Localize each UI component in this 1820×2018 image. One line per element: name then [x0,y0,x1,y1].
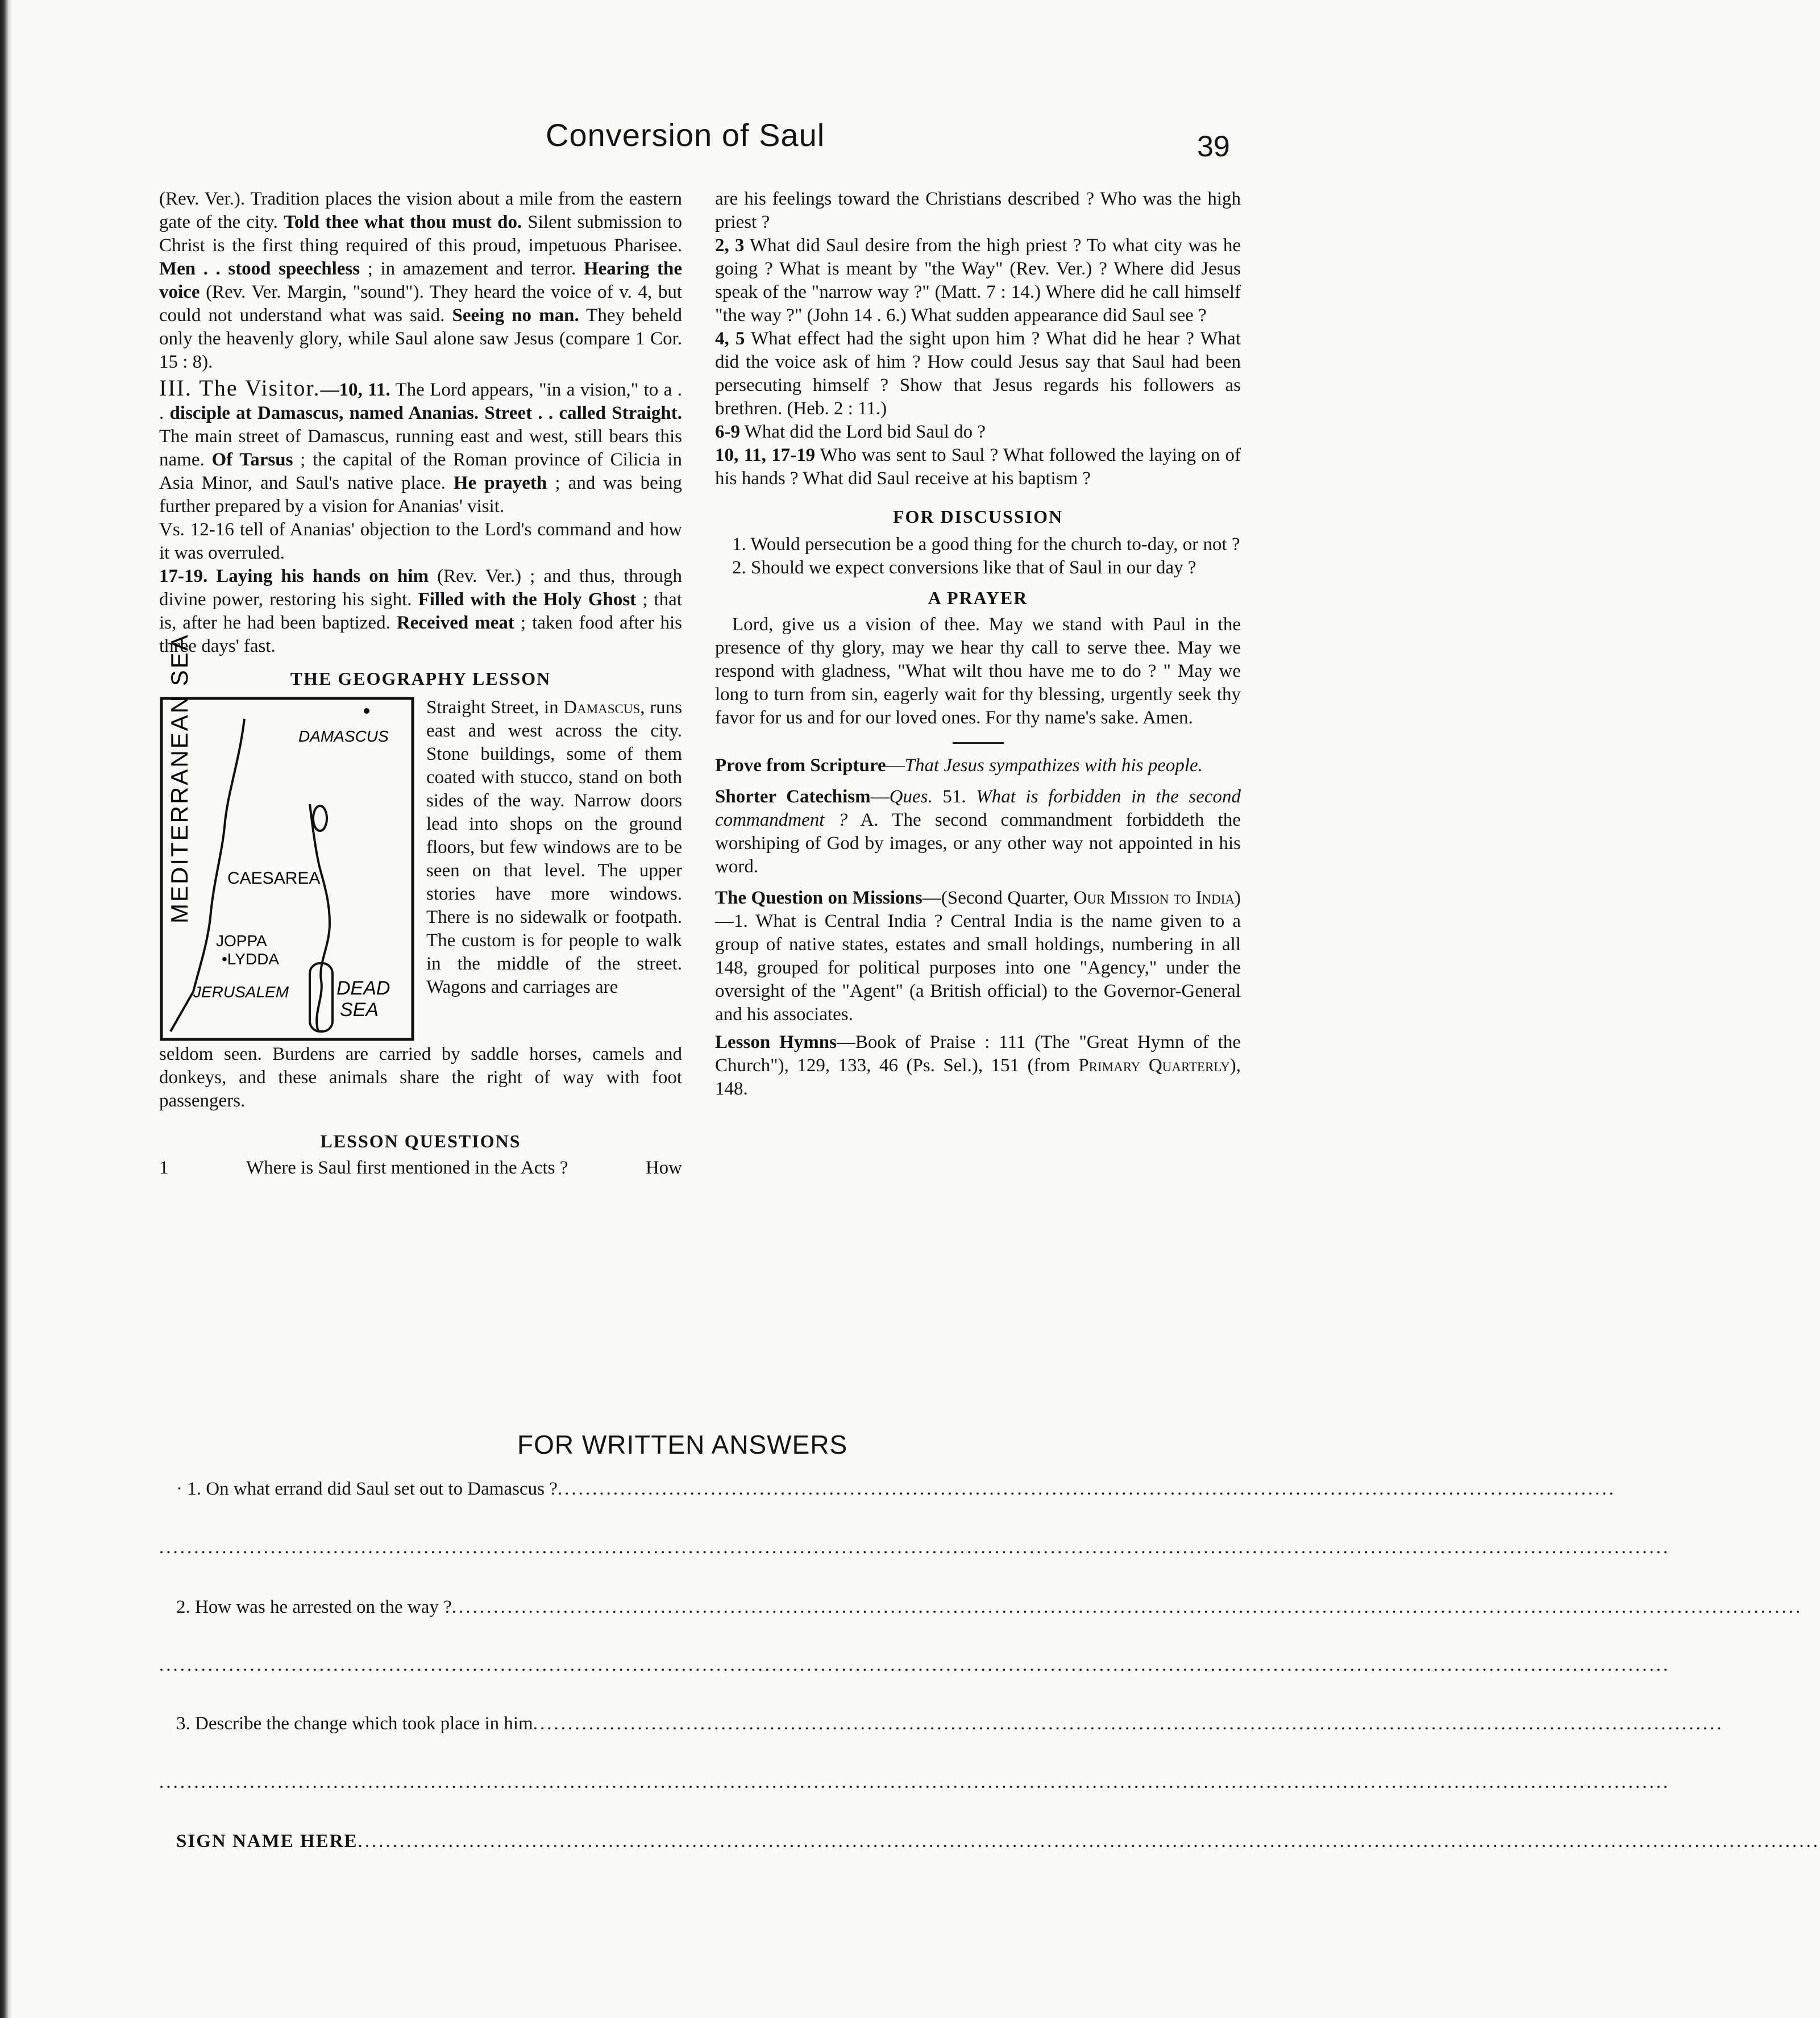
bold-phrase: 10, 11, 17-19 [715,445,816,465]
missions-question [715,887,1241,1026]
bold-phrase: 4, 5 [715,328,745,349]
bold-phrase: Prove from Scripture [715,755,886,776]
bold-phrase: Shorter Catechism [715,787,871,807]
bold-phrase: disciple at Damascus, named Ananias. [169,403,479,423]
answer-line[interactable]: ......................................................................................................................................................................................................................... [159,1537,1671,1558]
italic-phrase: What is forbidden in the second commandment ? [715,787,1241,830]
bold-phrase: Street . . called Straight. [484,403,682,423]
shorter-catechism [715,785,1241,879]
page-binding-edge [0,0,13,2018]
written-question-1 [176,1479,1616,1500]
map-label-jerusalem: JERUSALEM [193,983,289,1001]
map-drawing [159,633,415,1043]
text-run [479,403,484,423]
text-run: Our Mission to India [1073,888,1235,908]
written-question-text: · 1. On what errand did Saul set out to Damascus ? [176,1479,558,1499]
discussion-heading: FOR DISCUSSION [892,506,1063,527]
map-label-damascus: DAMASCUS [298,727,389,745]
lesson-question-continuation: How [645,1158,682,1178]
text-run: 1. Would persecution be a good thing for the church to-day, or not ? [732,534,1240,555]
bold-phrase: He prayeth [453,473,547,493]
map-label-caesarea: CAESAREA [227,869,321,888]
text-run: Vs. 12-16 tell of Ananias' objection to the Lord's command and how it was overruled. [159,519,682,563]
map-label-dead: DEAD [336,977,390,999]
section-divider [953,742,1004,744]
section-visitor-paragraph [159,376,682,518]
written-question-3 [176,1713,1724,1734]
text-run: ; taken food after his three days' fast. [159,613,682,656]
bold-phrase: Men . . stood speechless [159,259,360,279]
text-run: ; the capital of the Roman province of Cilicia in Asia Minor, and Saul's native place. [159,450,682,493]
text-run: (Rev. Ver. Margin, "sound"). They heard the voice of v. 4, but could not understand what was said. [159,282,682,326]
signature-field[interactable]: .................................................................................................................................................................................................................. [358,1831,1820,1851]
text-run: A. The second commandment forbiddeth the worshiping of God by images, or any other way not appointed in his word. [715,810,1241,877]
question-paragraph [715,234,1241,327]
lesson-question-number: 1 [159,1158,169,1178]
commentary-paragraph [159,518,682,565]
geography-continuation: seldom seen. Burdens are carried by saddle horses, camels and donkeys, and these animals share the right of way with foot passengers. [159,1044,682,1111]
answer-line[interactable]: .................................................................................................................................................................................................. [451,1597,1803,1617]
text-run: (Rev. Ver.) ; and thus, through divine power, restoring his sight. [159,566,683,610]
text-run: The Lord appears, "in a vision," to a . . [159,380,682,423]
bold-phrase: —10, 11. [320,380,390,400]
text-run: are his feelings toward the Christians described ? Who was the high priest ? [715,189,1241,232]
jordan-river [310,804,330,1031]
text-run: Damascus [563,697,641,718]
map-label-mediterranean: MEDITERRANEAN SEA [166,633,193,923]
page-number: 39 [1197,130,1230,163]
bold-phrase: Of Tarsus [211,450,293,470]
text-run: They beheld only the heavenly glory, while Saul alone saw Jesus (compare 1 Cor. 15 : 8). [159,305,682,372]
answer-line[interactable]: ......................................................................................................................................................................................................................... [159,1655,1671,1675]
map-label-lydda: •LYDDA [222,950,280,968]
discussion-item [715,556,1241,580]
bold-phrase: Filled with the Holy Ghost [418,589,637,610]
text-run: ; and was being further prepared by a vision for Ananias' visit. [159,473,682,517]
question-paragraph [715,188,1241,234]
text-run: — [870,787,890,807]
bold-phrase: Seeing no man. [452,305,579,326]
left-column [159,188,682,1180]
written-question-2 [176,1597,1803,1618]
lesson-questions-heading: LESSON QUESTIONS [320,1131,521,1151]
bold-phrase: 2, 3 [715,235,745,256]
damascus-dot [364,708,369,714]
bold-phrase: Told thee what thou must do. [284,212,522,232]
map-label-joppa: JOPPA [216,932,267,950]
text-run: What did the Lord bid Saul do ? [740,422,986,442]
right-column [715,188,1241,1101]
text-run: ; in amazement and terror. [360,259,584,279]
answer-line[interactable]: ......................................................................................................................................................................................................................... [159,1772,1671,1792]
prayer-heading: A PRAYER [928,588,1028,608]
prove-scripture [715,754,1241,777]
text-run: 2. Should we expect conversions like that of Saul in our day ? [732,557,1196,578]
question-paragraph [715,327,1241,421]
text-run: What did Saul desire from the high priest ? To what city was he going ? What is meant by "the Way" (Rev. Ver.) ? Where did Jesus speak of the "narrow way ?" (Matt. 7 : 14.) Where did he call himself "the way ?" (John 14 . 6.) What sudden appearance did Saul see ? [715,235,1241,326]
text-run: The main street of Damascus, running east and west, still bears this name. [159,426,682,470]
lesson-hymns [715,1031,1241,1101]
answer-line[interactable]: ........................................................................................................................................................................... [533,1713,1724,1734]
answer-line[interactable]: ........................................................................................................................................................ [557,1479,1616,1499]
geography-side-text [426,696,682,1043]
text-run: , runs east and west across the city. Stone buildings, some of them coated with stucco, stand on both sides of the way. Narrow doors lead into shops on the ground floors, but few windows are to be seen on that level. The upper stories have more windows. There is no sidewalk or footpath. The custom is for people to walk in the middle of the street. Wagons and carriages are [426,697,682,997]
text-run: Primary Quarterly [1078,1055,1230,1076]
bold-phrase: 6-9 [715,422,740,442]
sea-of-galilee [313,806,327,831]
page-title: Conversion of Saul [546,117,825,153]
text-run: —(Second Quarter, [922,888,1074,908]
lesson-question-text: Where is Saul first mentioned in the Acts ? [246,1158,568,1178]
text-run: 51. [932,787,977,807]
text-run: )—1. What is Central India ? Central India is the name given to a group of native states, estates and small holdings, numbering in all 148, grouped for political purposes into one "Agency," under the oversight of the "Agent" (a British official) to the Governor-General and his associates. [715,888,1241,1025]
bold-phrase: Lesson Hymns [715,1032,837,1052]
bold-phrase: The Question on Missions [715,888,923,908]
text-run: — [886,755,905,776]
question-paragraph [715,421,1241,444]
text-run: ; that is, after he had been baptized. [159,589,682,633]
text-run: Who was sent to Saul ? What followed the laying on of his hands ? What did Saul receive at his baptism ? [715,445,1241,489]
commentary-paragraph [159,188,682,374]
text-run: ), 148. [715,1055,1241,1099]
prayer-text: Lord, give us a vision of thee. May we stand with Paul in the presence of thy glory, may we hear thy call to serve thee. May we respond with gladness, "What wilt thou have me to do ? " May we long to turn from sin, eagerly wait for thy blessing, urgently seek thy favor for us and for our loved ones. For thy name's sake. Amen. [715,614,1241,728]
text-run: —Book of Praise : 111 (The "Great Hymn of the Church"), 129, 133, 46 (Ps. Sel.), 151 (from [715,1032,1241,1076]
map-label-sea: SEA [340,999,379,1021]
discussion-item [715,533,1241,556]
italic-phrase: That Jesus sympathizes with his people. [904,755,1203,776]
written-answers-title: FOR WRITTEN ANSWERS [517,1430,848,1459]
written-question-text: 2. How was he arrested on the way ? [176,1597,452,1617]
lesson-question-1 [159,1156,682,1180]
question-paragraph [715,444,1241,490]
commentary-paragraph [159,565,682,658]
text-run: What effect had the sight upon him ? What did he hear ? What did the voice ask of him ? How could Jesus say that Saul had been persecuting himself ? Show that Jesus regards his followers as brethren. (Heb. 2 : 11.) [715,328,1241,419]
sign-name-label: SIGN NAME HERE [176,1831,358,1851]
text-run: Straight Street, in [426,697,564,718]
written-question-text: 3. Describe the change which took place in him [176,1713,533,1734]
text-run: III. The Visitor. [159,375,321,401]
text-run: Silent submission to Christ is the first thing required of this proud, impetuous Pharisee. [159,212,682,256]
text-run: (Rev. Ver.). Tradition places the vision about a mile from the eastern gate of the city. [159,189,682,232]
bold-phrase: Received meat [396,613,514,633]
italic-phrase: Ques. [889,787,933,807]
geography-heading: THE GEOGRAPHY LESSON [290,668,551,689]
bold-phrase: 17-19. Laying his hands on him [159,566,429,586]
sign-name-line [176,1831,1820,1852]
bold-phrase: Hearing the voice [159,259,682,302]
palestine-map [159,633,415,1043]
